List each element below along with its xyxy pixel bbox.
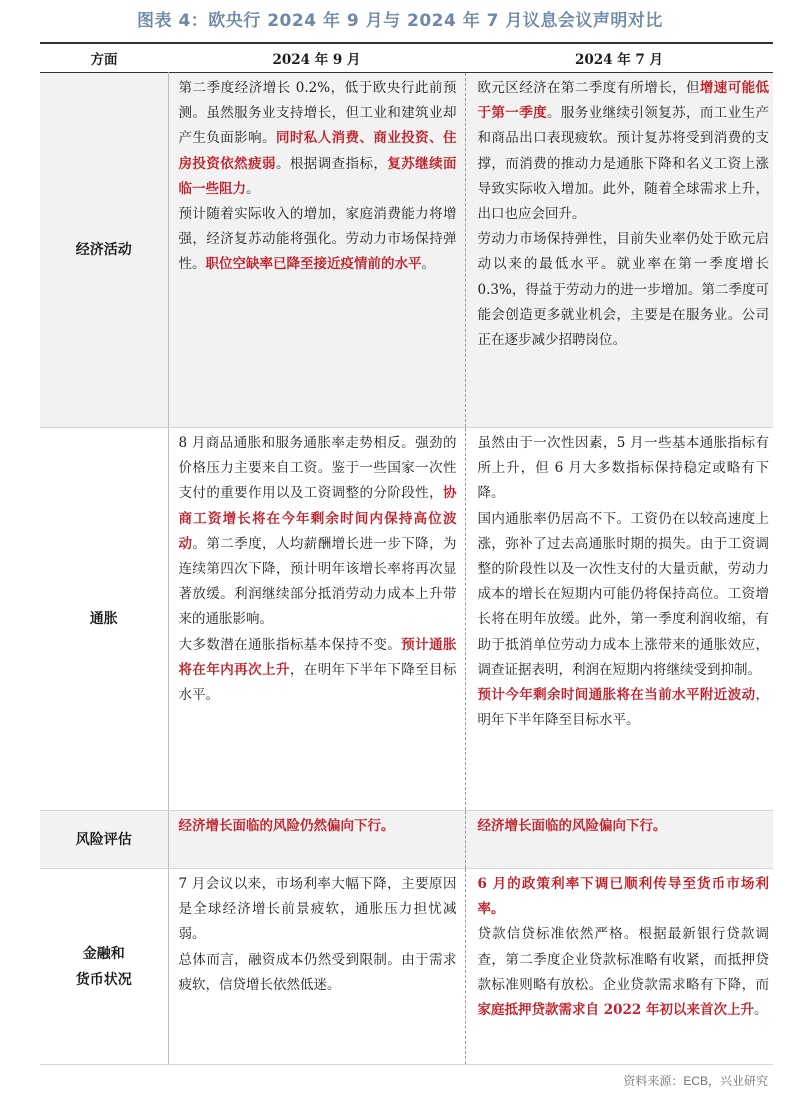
table-row-risk-assessment (40, 811, 773, 869)
text-segment: 贷款信贷标准依然严格。根据最新银行贷款调查，第二季度企业贷款标准略有收紧，而抵押贷款标准则略有放松。企业贷款需求略有下降，而 (477, 926, 769, 993)
text-segment: 欧元区经济在第二季度有所增长，但 (477, 80, 700, 96)
text-segment: 总体而言，融资成本仍然受到限制。由于需求疲软，信贷增长依然低迷。 (178, 951, 457, 993)
text-segment: 国内通胀率仍居高不下。工资仍在以较高速度上涨，弥补了过去高通胀时期的损失。由于工资调整的阶段性以及一次性支付的大量贡献，劳动力成本的增长在短期内可能仍将保持高位。工资增长将在明年放缓。此外，第一季度利润收缩，有助于抵消单位劳动力成本上涨带来的通胀效应，调查证据表明，利润在短期内将继续受到抑制。 (477, 510, 769, 678)
highlighted-text: 增速可能低于第一季度 (477, 80, 770, 122)
paragraph (179, 872, 457, 948)
comparison-table (40, 42, 773, 1065)
text-segment: 。第二季度，人均薪酬增长进一步下降，为连续第四次下降，预计明年该增长率将再次显著放缓。利润继续部分抵消劳动力成本上升带来的通胀影响。 (178, 535, 457, 628)
text-segment: 大多数潜在通胀指标基本保持不变。 (178, 636, 402, 653)
paragraph (478, 683, 770, 733)
text-segment: 。 (753, 1002, 768, 1019)
paragraph (179, 814, 457, 839)
highlighted-text: 同时私人消费、商业投资、住房投资依然疲弱 (178, 130, 457, 172)
aspect-label: 风险评估 (75, 831, 132, 848)
paragraph (478, 872, 770, 922)
table-row-inflation (40, 428, 773, 811)
aspect-label: 通胀 (89, 611, 118, 627)
highlighted-text: 经济增长面临的风险偏向下行。 (477, 818, 667, 834)
sep-cell (168, 811, 465, 869)
text-segment: ，在明年下半年下降至目标水平。 (178, 661, 457, 704)
paragraph (478, 227, 770, 353)
header-aspect: 方面 (40, 43, 168, 73)
aspect-cell (40, 73, 168, 428)
figure-title: 图表 4：欧央行 2024 年 9 月与 2024 年 7 月议息会议声明对比 (137, 11, 663, 31)
highlighted-text: 家庭抵押贷款需求自 2022 年初以来首次上升 (477, 1002, 754, 1019)
paragraph (179, 633, 457, 709)
paragraph (478, 431, 770, 507)
source-note: 资料来源：ECB，兴业研究 (623, 1074, 768, 1088)
text-segment: 。 (421, 256, 435, 273)
text-segment: 。根据调查指标， (275, 155, 388, 172)
paragraph (478, 814, 770, 839)
sep-cell (168, 73, 465, 428)
aspect-cell (40, 869, 168, 1065)
jul-cell (465, 73, 773, 428)
text-segment: 第二季度经济增长 0.2%，低于欧央行此前预测。虽然服务业支持增长，但工业和建筑业却产生负面影响。 (178, 80, 457, 147)
aspect-label: 金融和 (82, 945, 125, 962)
text-segment: 。 (246, 180, 260, 197)
paragraph (179, 76, 457, 202)
table-row-economic-activity (40, 73, 773, 428)
header-jul-2024: 2024 年 7 月 (465, 43, 773, 73)
paragraph (179, 948, 457, 998)
highlighted-text: 预计今年剩余时间通胀将在当前水平附近波动 (477, 687, 756, 704)
text-segment: 预计随着实际收入的增加，家庭消费能力将增强，经济复苏动能将强化。劳动力市场保持弹性。 (178, 206, 457, 273)
highlighted-text: 预计通胀将在年内再次上升 (178, 636, 457, 678)
text-segment: 虽然由于一次性因素，5 月一些基本通胀指标有所上升，但 6 月大多数指标保持稳定或略有下降。 (477, 435, 769, 502)
sep-cell (168, 428, 465, 811)
header-sep-2024: 2024 年 9 月 (168, 43, 465, 73)
jul-cell (465, 811, 773, 869)
highlighted-text: 复苏继续面临一些阻力 (178, 155, 457, 197)
aspect-cell (40, 811, 168, 869)
paragraph (478, 76, 770, 227)
sep-cell (168, 869, 465, 1065)
highlighted-text: 职位空缺率已降至接近疫情前的水平 (205, 256, 422, 273)
text-segment: 劳动力市场保持弹性，目前失业率仍处于欧元启动以来的最低水平。就业率在第一季度增长 0.3%，得益于劳动力的进一步增加。第二季度可能会创造更多就业机会，主要是在服务业。公司正在逐步减少招聘岗位。 (477, 231, 769, 349)
aspect-cell (40, 428, 168, 811)
aspect-label: 货币状况 (75, 971, 132, 988)
jul-cell (465, 869, 773, 1065)
text-segment: 8 月商品通胀和服务通胀率走势相反。强劲的价格压力主要来自工资。鉴于一些国家一次性支付的重要作用以及工资调整的分阶段性， (178, 435, 457, 502)
text-segment: 。服务业继续引领复苏，而工业生产和商品出口表现疲软。预计复苏将受到消费的支撑，而消费的推动力是通胀下降和名义工资上涨导致实际收入增加。此外，随着全球需求上升，出口也应会回升。 (477, 105, 769, 223)
table-row-financial-monetary (40, 869, 773, 1065)
paragraph (478, 922, 770, 1023)
text-segment: ，明年下半年降至目标水平。 (477, 687, 769, 729)
text-segment: 7 月会议以来，市场利率大幅下降，主要原因是全球经济增长前景疲软，通胀压力担忧减弱。 (178, 876, 457, 943)
highlighted-text: 经济增长面临的风险仍然偏向下行。 (178, 818, 395, 834)
paragraph (179, 431, 457, 633)
paragraph (478, 507, 770, 683)
jul-cell (465, 428, 773, 811)
table-header-row (40, 43, 773, 73)
aspect-label: 经济活动 (75, 242, 132, 258)
highlighted-text: 协商工资增长将在今年剩余时间内保持高位波动 (178, 485, 457, 552)
paragraph (179, 202, 457, 278)
highlighted-text: 6 月的政策利率下调已顺利传导至货币市场利率。 (477, 876, 769, 918)
